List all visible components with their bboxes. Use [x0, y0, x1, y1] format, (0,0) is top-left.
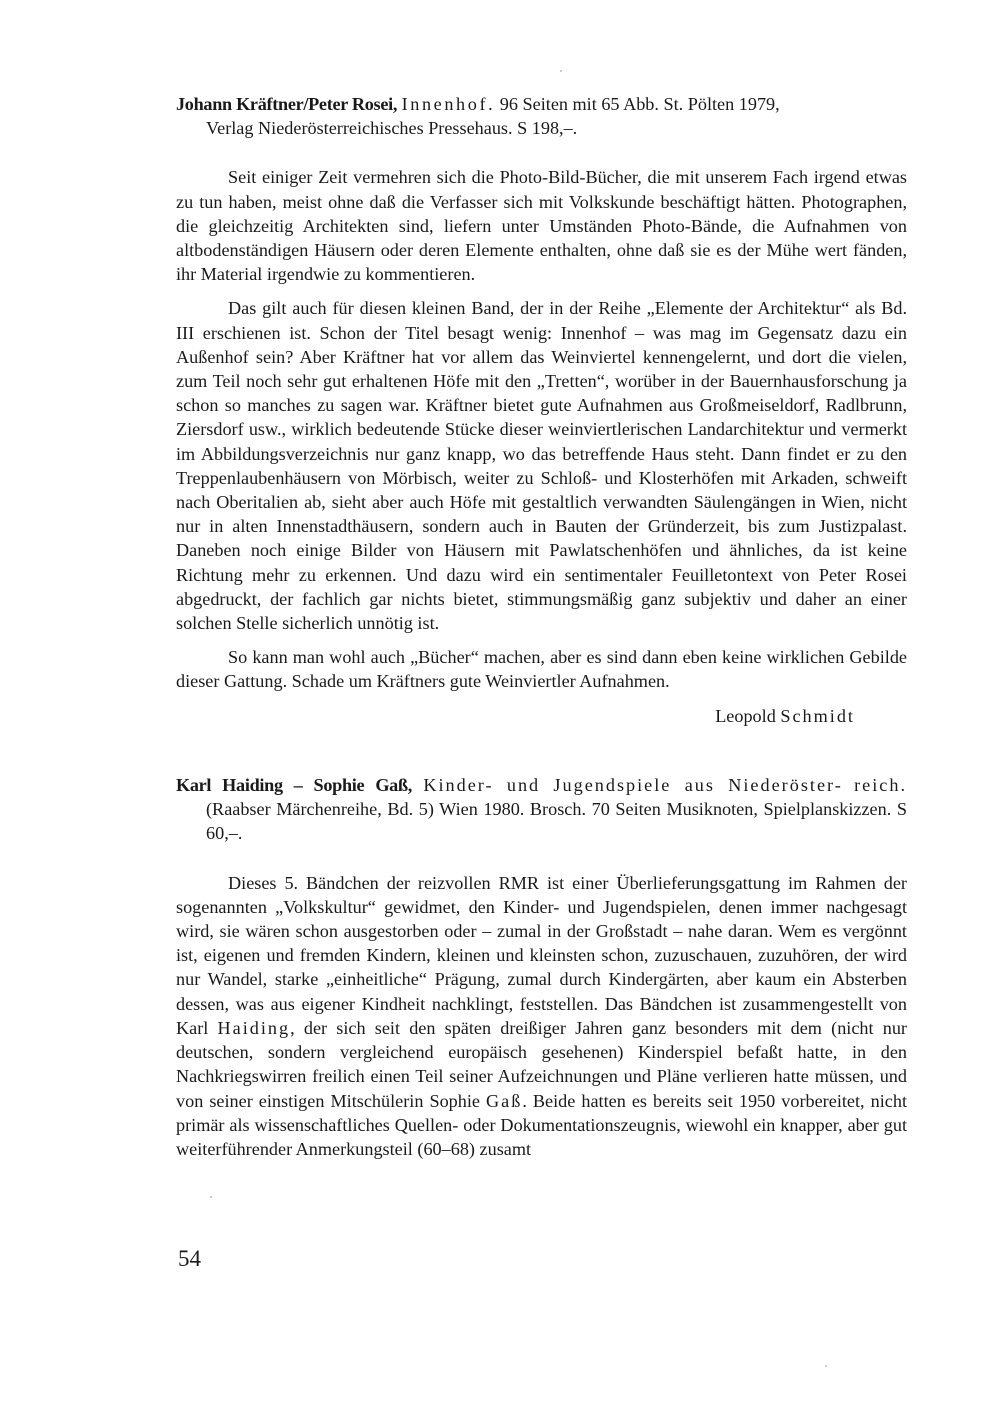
review-authors: Karl Haiding – Sophie Gaß,: [176, 775, 413, 796]
review-paragraph: So kann man wohl auch „Bücher“ machen, aber es sind dann eben keine wirklichen Gebilde dieser Gattung. Schade um Kräftners gute Weinviertler Aufnahmen.: [176, 647, 907, 692]
scan-speck: [825, 1365, 827, 1367]
person-name: Haiding: [217, 1017, 291, 1038]
review-entry-kraeftner: [176, 92, 907, 728]
review-authors: Johann Kräftner/Peter Rosei,: [176, 94, 398, 114]
document-page: [176, 92, 907, 1161]
review-paragraph: Das gilt auch für diesen kleinen Band, der in der Reihe „Elemente der Architektur“ als Bd. III erschienen ist. Schon der Titel besagt wenig: Innenhof – was mag im Gegensatz dazu ein Außenhof sein? Aber Kräftner hat vor allem das Weinviertel kennengelernt, und dort die vielen, zum Teil noch sehr gut erhaltenen Höfe mit den „Tretten“, worüber in der Bauernhausforschung ja schon so manches zu sagen war. Kräftner bietet gute Aufnahmen aus Großmeiseldorf, Radlbrunn, Ziersdorf usw., wirklich bedeutende Stücke dieser weinviertlerischen Landarchitektur und vermerkt im Abbildungsverzeichnis nur ganz knapp, wo das betreffende Haus steht. Dann findet er zu den Treppenlaubenhäusern von Mörbisch, weiter zu Schloß- und Klosterhöfen mit Arkaden, schweift nach Oberitalien ab, sieht aber auch Höfe mit gestaltlich verwandten Säulengängen in Wien, nicht nur in alten Innenstadthäusern, sondern auch in Bauten der Gründerzeit, bis zum Justizpalast. Daneben noch einige Bilder von Häusern mit Pawlatschenhöfen und ähnliches, da ist keine Richtung mehr zu erkennen. Und dazu wird ein sentimentaler Feuilletontext von Peter Rosei abgedruckt, der fachlich gar nichts bietet, stimmungsmäßig ganz subjektiv und daher an einer solchen Stelle sicherlich unnötig ist.: [176, 298, 907, 634]
reviewer-signature: Leopold Schmidt: [715, 705, 855, 726]
page-number: 54: [178, 1246, 201, 1271]
scan-speck: [210, 1196, 212, 1198]
bibliographic-heading: [176, 92, 907, 140]
person-name: Gaß: [486, 1090, 523, 1111]
book-publisher: Verlag Niederösterreichisches Pressehaus. S 198,–.: [206, 118, 578, 139]
book-title: Kinder- und Jugendspiele aus Niederöster-: [423, 775, 843, 796]
book-details: (Raabser Märchenreihe, Bd. 5) Wien 1980. Brosch. 70 Seiten Musiknoten, Spielplanskizzen. S 60,–.: [206, 799, 907, 844]
book-details: 96 Seiten mit 65 Abb. St. Pölten 1979,: [495, 94, 780, 114]
bibliographic-heading: [176, 773, 907, 846]
book-title-cont: reich.: [854, 775, 907, 796]
scan-speck: [560, 70, 562, 72]
book-title: Innenhof.: [401, 94, 496, 114]
review-entry-haiding: [176, 773, 907, 1161]
review-paragraph: Dieses 5. Bändchen der reizvollen RMR ist einer Überlieferungsgattung im Rahmen der sogenannten „Volkskultur“ gewidmet, den Kinder- und Jugendspielen, denen immer nachgesagt wird, sie wären schon ausgestorben oder – zumal in der Großstadt – nahe daran. Wem es vergönnt ist, eigenen und fremden Kindern, kleinen und kleinsten schon, zuzuschauen, zuzuhören, der wird nur Wandel, starke „einheitliche“ Prägung, zumal durch Kindergärten, aber kaum ein Absterben dessen, was aus eigener Kindheit nachklingt, feststellen. Das Bändchen ist zusammengestellt von Karl Haiding, der sich seit den späten dreißiger Jahren ganz besonders mit dem (nicht nur deutschen, sondern vergleichend europäisch gesehenen) Kinderspiel befaßt hatte, in den Nachkriegswirren freilich einen Teil seiner Aufzeichnungen und Pläne verlieren hatte müssen, und von seiner einstigen Mitschülerin Sophie Gaß. Beide hatten es bereits seit 1950 vorbereitet, nicht primär als wissenschaftliches Quellen- oder Dokumentationszeugnis, wiewohl ein knapper, aber gut weiterführender Anmerkungsteil (60–68) zusamt: [176, 872, 907, 1159]
review-paragraph: Seit einiger Zeit vermehren sich die Photo-Bild-Bücher, die mit unserem Fach irgend etwas zu tun haben, meist ohne daß die Verfasser sich mit Volkskunde beschäftigt hätten. Photographen, die gleichzeitig Architekten sind, liefern unter Umständen Photo-Bände, die Aufnahmen von altbodenständigen Häusern oder deren Elemente enthalten, ohne daß sie es der Mühe wert fänden, ihr Material irgendwie zu kommentieren.: [176, 167, 907, 285]
